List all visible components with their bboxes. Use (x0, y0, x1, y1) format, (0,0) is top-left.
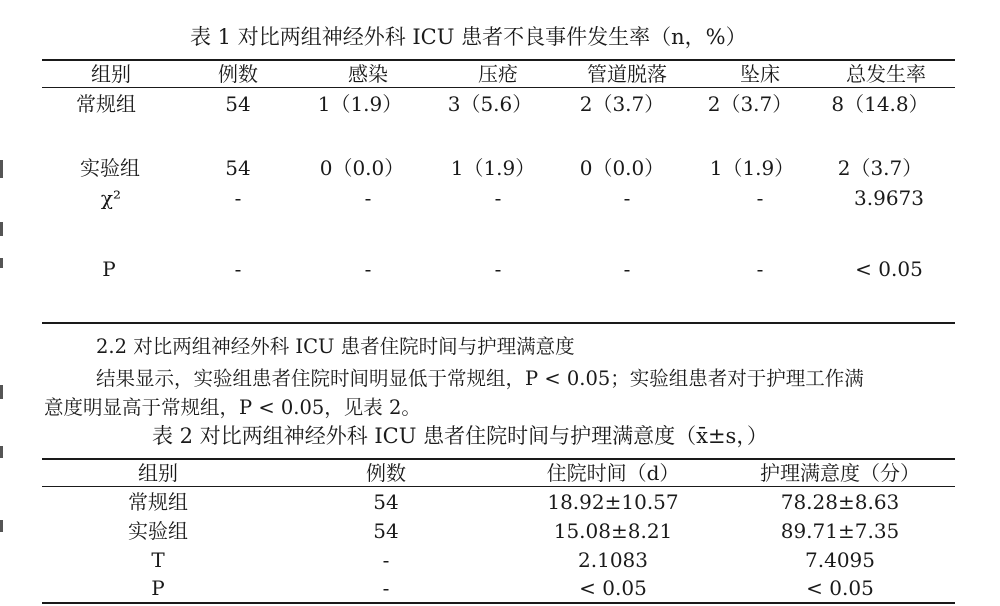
table1-cell: 2（3.7） (707, 92, 793, 116)
table2-cell: < 0.05 (806, 576, 874, 600)
table2-cell: 78.28±8.63 (780, 490, 900, 514)
table2-top-rule (42, 458, 955, 460)
table2-cell: 54 (373, 519, 399, 543)
table2-header-cell: 住院时间（d） (546, 461, 680, 485)
table2-caption: 表 2 对比两组神经外科 ICU 患者住院时间与护理满意度（x̄±s，） (152, 424, 768, 448)
table2-cell: 实验组 (128, 519, 188, 543)
table1-cell: 1（1.9） (317, 92, 403, 116)
body-paragraph-line: 意度明显高于常规组，P < 0.05，见表 2。 (44, 396, 421, 419)
margin-mark (0, 446, 3, 458)
table1-cell: - (623, 186, 631, 210)
table2-cell: 18.92±10.57 (547, 490, 679, 514)
table2-header-cell: 护理满意度（分） (760, 461, 920, 485)
table1-header-cell: 压疮 (478, 62, 518, 86)
table1-cell: 3.9673 (854, 186, 924, 210)
table1-header-cell: 总发生率 (846, 62, 926, 86)
table2-bottom-rule (42, 602, 955, 604)
table1-cell: - (494, 186, 502, 210)
table2-cell: 15.08±8.21 (553, 519, 673, 543)
table1-header-cell: 管道脱落 (587, 62, 667, 86)
table2-cell: 54 (373, 490, 399, 514)
table2-cell: 2.1083 (578, 548, 648, 572)
table1-cell: 54 (225, 92, 251, 116)
table1-cell: 0（0.0） (579, 156, 665, 180)
body-paragraph-line: 结果显示，实验组患者住院时间明显低于常规组，P < 0.05；实验组患者对于护理工作满 (96, 367, 864, 390)
table1-cell: χ² (100, 186, 122, 210)
table1-cell: P (102, 257, 116, 281)
table1-header-cell: 组别 (91, 62, 131, 86)
table1-top-rule (42, 59, 955, 61)
table2-header-cell: 例数 (366, 461, 406, 485)
margin-mark (0, 385, 3, 399)
table1-cell: - (364, 186, 372, 210)
table2-header-rule (42, 486, 955, 487)
table1-cell: 54 (225, 156, 251, 180)
margin-mark (0, 222, 3, 236)
table1-bottom-rule (42, 322, 955, 324)
table1-cell: - (756, 257, 764, 281)
table1-header-cell: 坠床 (740, 62, 780, 86)
table2-header-cell: 组别 (138, 461, 178, 485)
table1-cell: - (234, 186, 242, 210)
margin-mark (0, 160, 3, 178)
table2-cell: < 0.05 (579, 576, 647, 600)
table2-cell: 7.4095 (805, 548, 875, 572)
table1-cell: 3（5.6） (447, 92, 533, 116)
table1-cell: - (364, 257, 372, 281)
margin-mark (0, 258, 3, 268)
table1-header-cell: 感染 (348, 62, 388, 86)
table1-caption: 表 1 对比两组神经外科 ICU 患者不良事件发生率（n，%） (190, 25, 747, 49)
table1-cell: < 0.05 (855, 257, 923, 281)
table1-cell: 0（0.0） (319, 156, 405, 180)
table1-cell: - (623, 257, 631, 281)
table2-cell: T (151, 548, 165, 572)
table1-cell: - (494, 257, 502, 281)
table2-cell: P (151, 576, 165, 600)
table1-header-cell: 例数 (218, 62, 258, 86)
table1-cell: - (234, 257, 242, 281)
table1-cell: 1（1.9） (450, 156, 536, 180)
table1-cell: 8（14.8） (831, 92, 929, 116)
margin-mark (0, 520, 3, 532)
table2-cell: 常规组 (128, 490, 188, 514)
table1-cell: - (756, 186, 764, 210)
table2-cell: - (382, 576, 390, 600)
table1-cell: 2（3.7） (837, 156, 923, 180)
table1-cell: 2（3.7） (579, 92, 665, 116)
table2-cell: 89.71±7.35 (780, 519, 900, 543)
table1-header-rule (42, 87, 955, 88)
table2-cell: - (382, 548, 390, 572)
table1-cell: 常规组 (76, 92, 136, 116)
table1-cell: 实验组 (80, 156, 140, 180)
table1-cell: 1（1.9） (709, 156, 795, 180)
section-heading: 2.2 对比两组神经外科 ICU 患者住院时间与护理满意度 (96, 335, 575, 358)
